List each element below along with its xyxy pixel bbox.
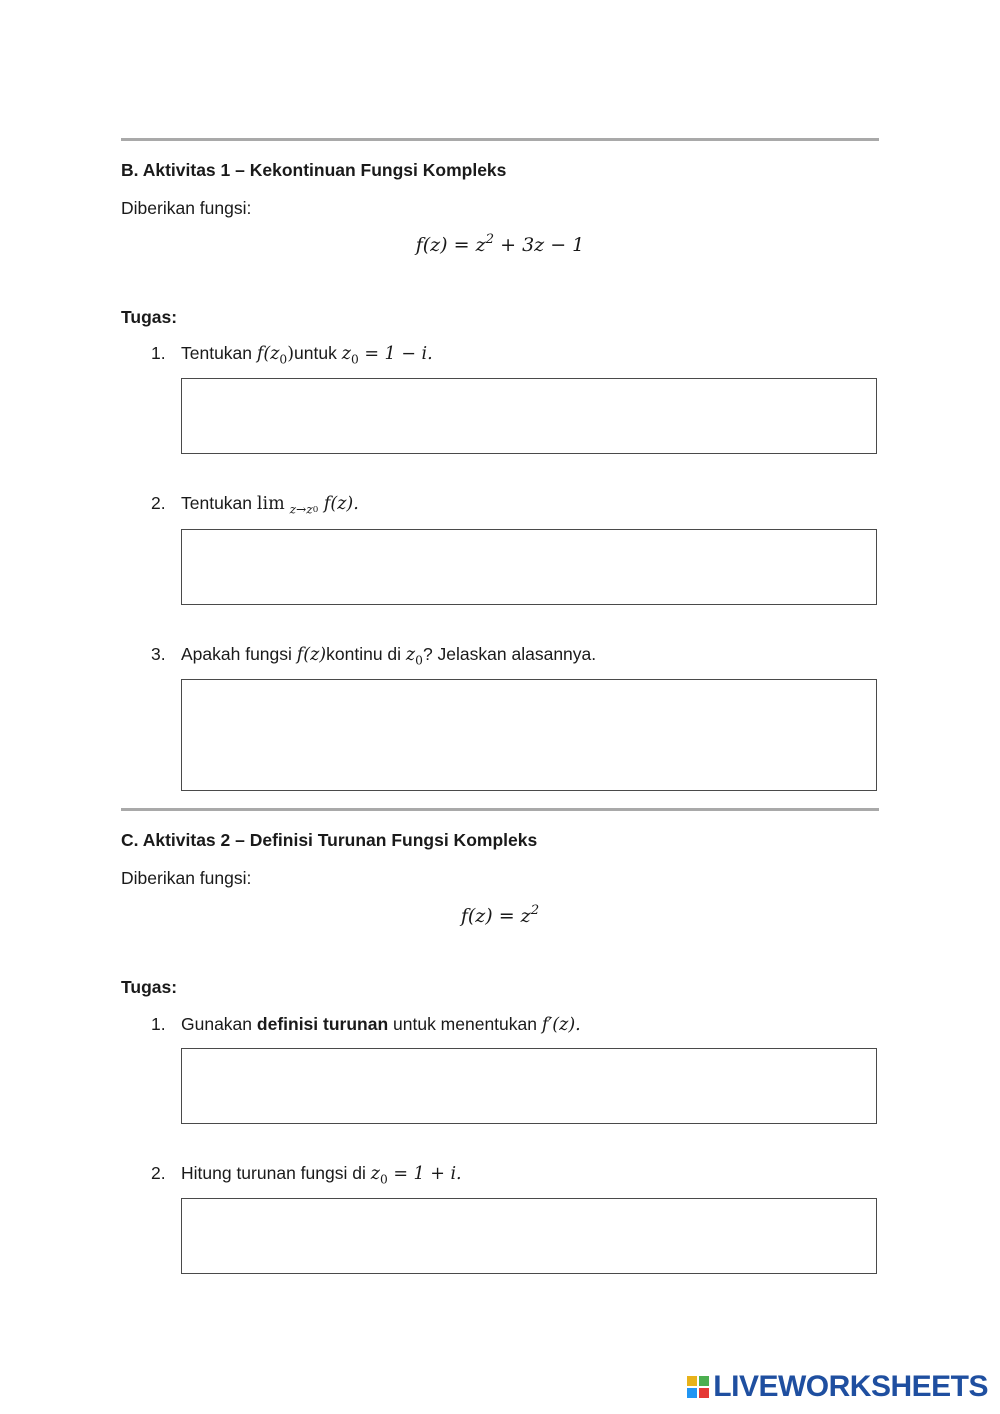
section-c-formula: $f(z) = z^2$ (460, 903, 540, 927)
logo-square-4 (699, 1388, 709, 1398)
section-divider-middle (121, 808, 879, 811)
section-b-task-3: 3. Apakah fungsi f(z)kontinu di $z_0$? Jelaskan alasannya. (151, 644, 597, 668)
section-b-formula: $f(z) = z^2 + 3z - 1$ (415, 232, 585, 256)
answer-box-c1[interactable] (181, 1048, 877, 1124)
section-b-task-2: 2. Tentukan lim $_{z\to z0}$ f(z). (151, 493, 359, 517)
section-divider-top (121, 138, 879, 141)
logo-grid-icon (687, 1376, 709, 1398)
section-b-task-1: 1. Tentukan $f(z_0)untuk$ $z_0 = 1 - i$. (151, 343, 433, 367)
logo-square-1 (687, 1376, 697, 1386)
section-b-heading: B. Aktivitas 1 – Kekontinuan Fungsi Kompleks (121, 160, 507, 180)
section-b-tugas-label: Tugas: (121, 307, 178, 327)
section-b-given: Diberikan fungsi: (121, 198, 252, 218)
logo-square-3 (687, 1388, 697, 1398)
section-c-tugas-label: Tugas: (121, 977, 178, 997)
section-c-task-2: 2. Hitung turunan fungsi di $z_0 = 1 + i$. (151, 1163, 462, 1187)
liveworksheets-logo (687, 1370, 988, 1404)
answer-input-b3[interactable] (182, 680, 876, 790)
answer-box-b3[interactable] (181, 679, 877, 791)
answer-box-b1[interactable] (181, 378, 877, 454)
answer-input-c1[interactable] (182, 1049, 876, 1123)
section-c-given: Diberikan fungsi: (121, 868, 252, 888)
section-c-heading: C. Aktivitas 2 – Definisi Turunan Fungsi Kompleks (121, 830, 538, 850)
logo-square-2 (699, 1376, 709, 1386)
answer-box-b2[interactable] (181, 529, 877, 605)
logo-text: LIVEWORKSHEETS (713, 1370, 988, 1403)
answer-input-b1[interactable] (182, 379, 876, 453)
answer-input-b2[interactable] (182, 530, 876, 604)
section-c-task-1: 1. Gunakan definisi turunan untuk menentukan f′(z). (151, 1014, 581, 1035)
answer-box-c2[interactable] (181, 1198, 877, 1274)
answer-input-c2[interactable] (182, 1199, 876, 1273)
